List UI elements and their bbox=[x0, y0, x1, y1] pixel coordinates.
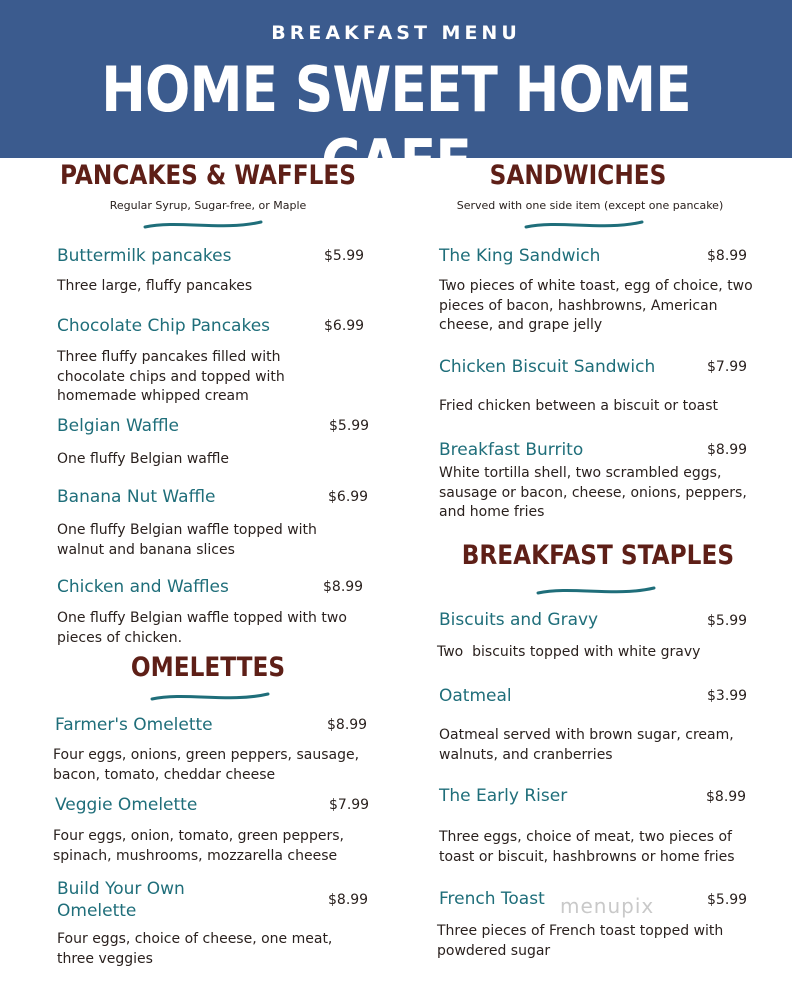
menu-item-name: The Early Riser bbox=[439, 786, 568, 806]
menu-item-price: $8.99 bbox=[328, 892, 369, 908]
menu-item-price: $7.99 bbox=[329, 797, 370, 813]
section-title-omelettes: OMELETTES bbox=[130, 652, 286, 683]
menu-item-description: Three pieces of French toast topped with powdered sugar bbox=[437, 923, 724, 959]
menu-item-price: $7.99 bbox=[707, 359, 748, 375]
menu-item-price: $8.99 bbox=[707, 248, 748, 264]
menu-item-description: One fluffy Belgian waffle bbox=[57, 451, 229, 467]
wave-divider-pancakes bbox=[143, 218, 263, 232]
menu-item-description: Three fluffy pancakes filled with chocolate chips and topped with homemade whipped cream bbox=[57, 349, 285, 404]
menu-item-price: $5.99 bbox=[329, 418, 370, 434]
menu-item-description: Oatmeal served with brown sugar, cream, walnuts, and cranberries bbox=[439, 727, 734, 763]
menu-item-name: Chicken and Waffles bbox=[57, 577, 229, 597]
menu-item-name: Breakfast Burrito bbox=[439, 440, 584, 460]
menu-item-description: Four eggs, onions, green peppers, sausage, bacon, tomato, cheddar cheese bbox=[53, 747, 360, 783]
menu-item-price: $5.99 bbox=[707, 613, 748, 629]
menu-item-name: Chicken Biscuit Sandwich bbox=[439, 357, 656, 377]
menu-item-name: Biscuits and Gravy bbox=[439, 610, 599, 630]
menu-item-description: One fluffy Belgian waffle topped with walnut and banana slices bbox=[57, 522, 317, 558]
menu-kicker: BREAKFAST MENU bbox=[271, 22, 521, 44]
menu-item-description: White tortilla shell, two scrambled eggs, sausage or bacon, cheese, onions, peppers, and home fries bbox=[439, 465, 747, 520]
menu-item-name: Oatmeal bbox=[439, 686, 512, 706]
menu-item-name: The King Sandwich bbox=[439, 246, 601, 266]
menu-item-description: Two pieces of white toast, egg of choice, two pieces of bacon, hashbrowns, American cheese, and grape jelly bbox=[439, 278, 753, 333]
menu-item-description: Two biscuits topped with white gravy bbox=[437, 644, 701, 660]
menu-item-name: Chocolate Chip Pancakes bbox=[57, 316, 271, 336]
wave-divider-staples bbox=[536, 584, 656, 598]
menu-item-price: $6.99 bbox=[324, 318, 365, 334]
wave-divider-omelettes bbox=[150, 690, 270, 704]
menu-item-name: Build Your Own Omelette bbox=[57, 879, 185, 921]
menu-item-name: Banana Nut Waffle bbox=[57, 487, 216, 507]
menu-item-price: $8.99 bbox=[707, 442, 748, 458]
section-subtitle-sandwiches: Served with one side item (except one pancake) bbox=[456, 199, 724, 212]
menu-item-price: $3.99 bbox=[707, 688, 748, 704]
section-subtitle-pancakes: Regular Syrup, Sugar-free, or Maple bbox=[109, 199, 307, 212]
section-title-sandwiches: SANDWICHES bbox=[489, 160, 667, 191]
section-title-staples: BREAKFAST STAPLES bbox=[461, 540, 735, 571]
menu-item-description: Four eggs, onion, tomato, green peppers, spinach, mushrooms, mozzarella cheese bbox=[53, 828, 344, 864]
menu-item-description: Three large, fluffy pancakes bbox=[57, 278, 253, 294]
menu-item-description: One fluffy Belgian waffle topped with two pieces of chicken. bbox=[57, 610, 347, 646]
menu-item-name: Buttermilk pancakes bbox=[57, 246, 232, 266]
menu-item-price: $8.99 bbox=[323, 579, 364, 595]
menu-item-name: French Toast bbox=[439, 889, 545, 909]
menu-item-description: Three eggs, choice of meat, two pieces of toast or biscuit, hashbrowns or home fries bbox=[439, 829, 735, 865]
menu-item-price: $5.99 bbox=[707, 892, 748, 908]
menupix-watermark: menupix bbox=[560, 894, 655, 918]
wave-divider-sandwiches bbox=[524, 218, 644, 232]
menu-item-name: Veggie Omelette bbox=[55, 795, 198, 815]
section-title-pancakes: PANCAKES & WAFFLES bbox=[60, 160, 356, 191]
menu-item-description: Four eggs, choice of cheese, one meat, three veggies bbox=[57, 931, 333, 967]
menu-item-name: Belgian Waffle bbox=[57, 416, 179, 436]
menu-item-price: $8.99 bbox=[327, 717, 368, 733]
menu-item-description: Fried chicken between a biscuit or toast bbox=[439, 398, 719, 414]
menu-item-price: $6.99 bbox=[328, 489, 369, 505]
menu-item-price: $5.99 bbox=[324, 248, 365, 264]
menu-item-price: $8.99 bbox=[706, 789, 747, 805]
cafe-title: HOME SWEET HOME CAFE bbox=[101, 53, 691, 199]
menu-item-name: Farmer's Omelette bbox=[55, 715, 213, 735]
